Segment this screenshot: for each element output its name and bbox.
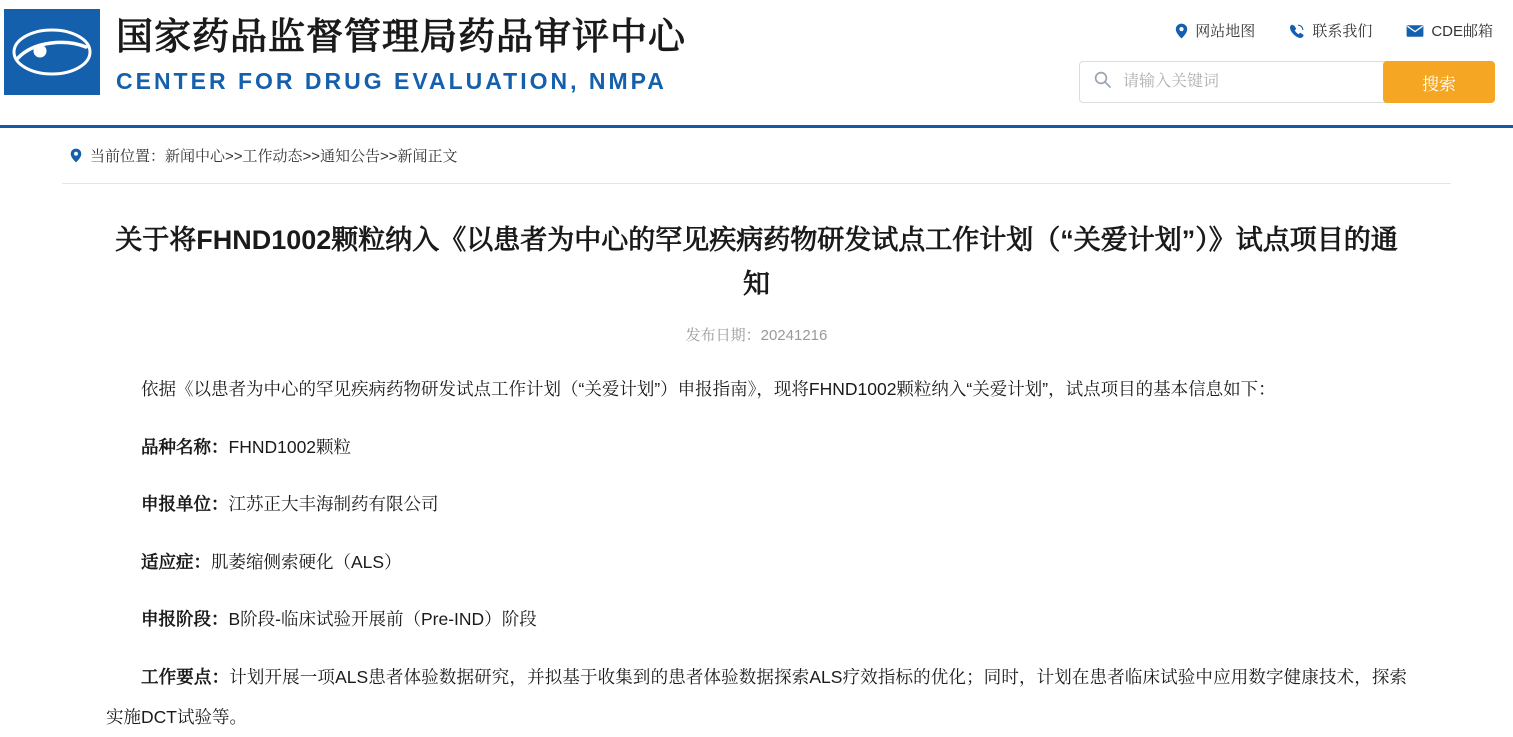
field-stage <box>106 599 1407 639</box>
search-button[interactable]: 搜索 <box>1383 61 1495 103</box>
field-value: 计划开展一项ALS患者体验数据研究，并拟基于收集到的患者体验数据探索ALS疗效指标的优化；同时，计划在患者临床试验中应用数字健康技术，探索实施DCT试验等。 <box>106 666 1407 727</box>
brand-text <box>116 0 686 98</box>
field-label: 适应症： <box>141 551 211 572</box>
top-link-mail[interactable] <box>1406 20 1493 41</box>
field-label: 申报单位： <box>141 494 229 515</box>
field-value: B阶段-临床试验开展前（Pre-IND）阶段 <box>228 609 537 630</box>
field-value: 肌萎缩侧索硬化（ALS） <box>211 551 402 572</box>
field-applicant <box>106 484 1407 524</box>
breadcrumb <box>62 128 1451 184</box>
article-body <box>106 369 1407 737</box>
search-box[interactable] <box>1079 61 1387 103</box>
cde-logo-icon <box>4 9 100 95</box>
search-bar <box>1035 61 1495 103</box>
field-indication <box>106 542 1407 582</box>
field-label: 工作要点： <box>141 666 230 687</box>
top-link-contact[interactable] <box>1289 20 1372 41</box>
top-link-label: CDE邮箱 <box>1431 23 1493 40</box>
header-right <box>1035 0 1495 103</box>
brand-title-cn: 国家药品监督管理局药品审评中心 <box>116 16 686 57</box>
top-link-list <box>1035 0 1495 41</box>
field-label: 申报阶段： <box>141 609 229 630</box>
field-value: 江苏正大丰海制药有限公司 <box>228 494 439 515</box>
phone-icon <box>1289 23 1305 39</box>
breadcrumb-text[interactable]: 当前位置：新闻中心>>工作动态>>通知公告>>新闻正文 <box>90 148 458 165</box>
location-pin-icon <box>1175 23 1188 39</box>
publish-date <box>106 324 1407 345</box>
page-content <box>0 128 1513 737</box>
brand-block[interactable] <box>0 0 686 98</box>
field-variety-name <box>106 427 1407 467</box>
brand-title-en: CENTER FOR DRUG EVALUATION, NMPA <box>116 68 667 94</box>
field-label: 品种名称： <box>141 436 229 457</box>
top-link-label: 网站地图 <box>1195 23 1256 40</box>
publish-date-value: 20241216 <box>760 327 828 345</box>
site-header <box>0 0 1513 128</box>
search-input[interactable] <box>1121 72 1356 92</box>
publish-date-label: 发布日期： <box>685 327 761 345</box>
top-link-label: 联系我们 <box>1312 23 1373 40</box>
field-value: FHND1002颗粒 <box>228 436 352 457</box>
search-icon <box>1094 71 1111 93</box>
top-link-sitemap[interactable] <box>1175 20 1255 41</box>
page-title: 关于将FHND1002颗粒纳入《以患者为中心的罕见疾病药物研发试点工作计划（“关爱计划”）》试点项目的通知 <box>115 225 1398 299</box>
location-pin-icon <box>70 148 82 163</box>
article <box>62 218 1451 737</box>
article-intro: 依据《以患者为中心的罕见疾病药物研发试点工作计划（“关爱计划”）申报指南》，现将FHND1002颗粒纳入“关爱计划”，试点项目的基本信息如下： <box>141 379 1276 400</box>
mail-icon <box>1406 24 1424 38</box>
field-work-points <box>106 657 1407 737</box>
